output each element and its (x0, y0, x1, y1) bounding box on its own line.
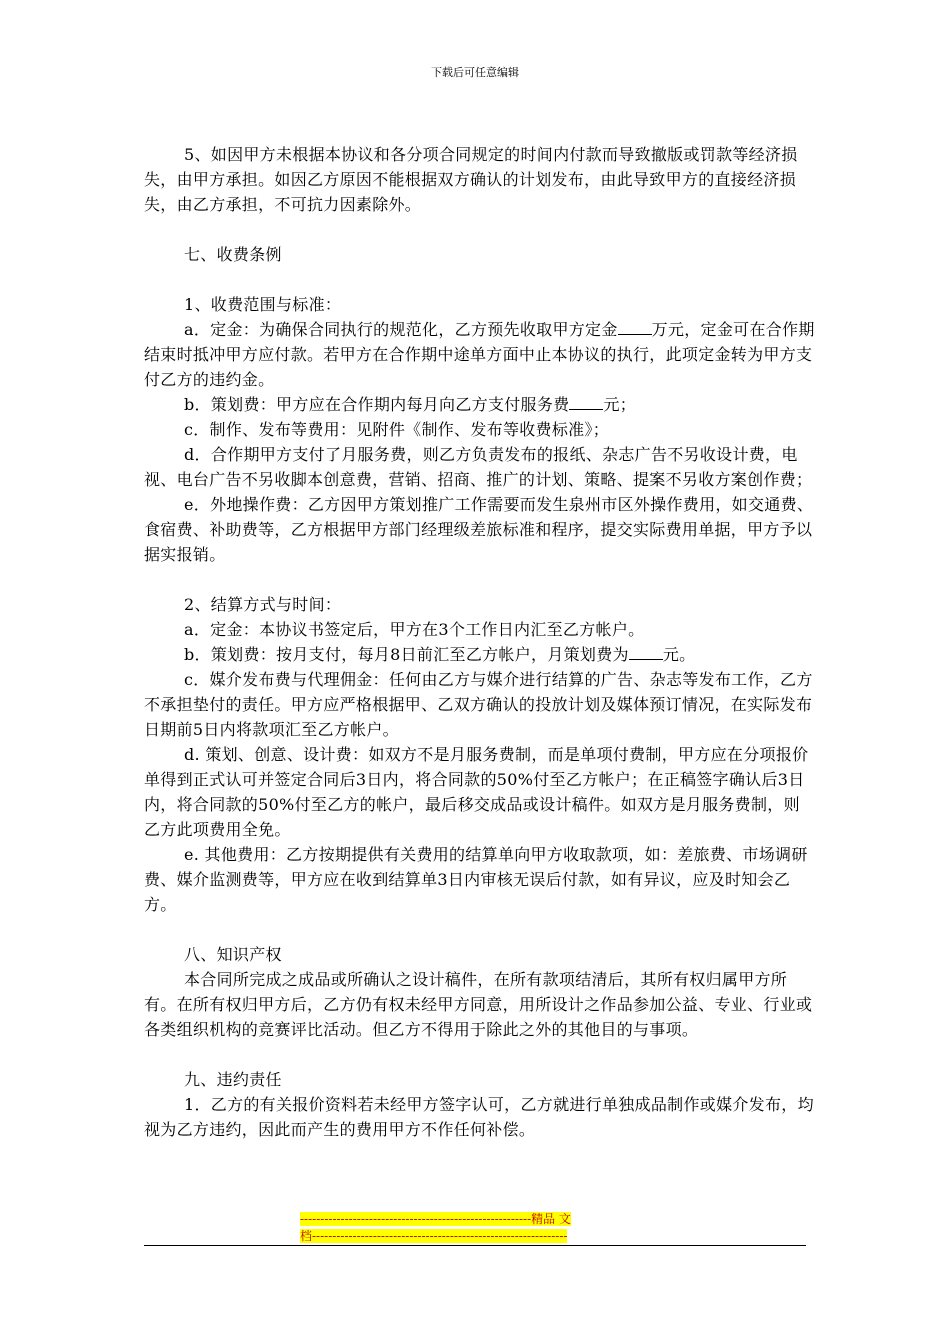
clause-paragraph (144, 642, 816, 667)
clause-text: 元。 (662, 645, 696, 664)
clause-paragraph: d．合作期甲方支付了月服务费，则乙方负责发布的报纸、杂志广告不另收设计费，电视、电台广告不另收脚本创意费，营销、招商、推广的计划、策略、提案不另收方案创作费； (144, 445, 813, 489)
clause-paragraph (144, 392, 816, 417)
clause-paragraph (144, 317, 816, 392)
clause-text: 万元，定金可在合作期结束时抵冲甲方应付款。若甲方在合作期中途单方面中止本协议的执行，此项定金转为甲方支付乙方的违约金。 (144, 320, 815, 389)
section-heading: 七、收费条例 (184, 245, 282, 264)
clause-text: 元； (603, 395, 637, 414)
section-heading: 八、知识产权 (184, 945, 282, 964)
clause-paragraph: d. 策划、创意、设计费：如双方不是月服务费制，而是单项付费制，甲方应在分项报价单得到正式认可并签定合同后3日内，将合同款的50%付至乙方帐户；在正稿签字确认后3日内，将合同款的50%付至乙方的帐户，最后移交成品或设计稿件。如双方是月服务费制，则乙方此项费用全免。 (144, 745, 809, 839)
clause-paragraph: c．媒介发布费与代理佣金：任何由乙方与媒介进行结算的广告、杂志等发布工作，乙方不承担垫付的责任。甲方应严格根据甲、乙双方确认的投放计划及媒体预订情况，在实际发布日期前5日内将款项汇至乙方帐户。 (144, 670, 813, 739)
clause-paragraph: c．制作、发布等费用：见附件《制作、发布等收费标准》； (184, 420, 610, 439)
subsection-heading: 2、结算方式与时间： (184, 595, 342, 614)
footer-watermark-line2 (300, 1228, 650, 1245)
page-header: 下载后可任意编辑 (431, 66, 519, 79)
fill-blank (629, 644, 663, 660)
fill-blank (618, 319, 652, 335)
clause-paragraph: a．定金：本协议书签定后，甲方在3个工作日内汇至乙方帐户。 (184, 620, 645, 639)
footer-divider (144, 1245, 806, 1246)
footer-text: ---------------------------------------------------------精品 文 (300, 1212, 571, 1226)
footer-watermark-line1 (300, 1211, 650, 1228)
clause-paragraph: e. 其他费用：乙方按期提供有关费用的结算单向甲方收取款项，如：差旅费、市场调研费、媒介监测费等，甲方应在收到结算单3日内审核无误后付款，如有异议，应及时知会乙方。 (144, 845, 808, 914)
clause-paragraph: 5、如因甲方未根据本协议和各分项合同规定的时间内付款而导致撤版或罚款等经济损失，由甲方承担。如因乙方原因不能根据双方确认的计划发布，由此导致甲方的直接经济损失，由乙方承担，不可抗力因素除外。 (144, 145, 798, 214)
clause-paragraph: 1．乙方的有关报价资料若未经甲方签字认可，乙方就进行单独成品制作或媒介发布，均视为乙方违约，因此而产生的费用甲方不作任何补偿。 (144, 1095, 814, 1139)
subsection-heading: 1、收费范围与标准： (184, 295, 342, 314)
document-body (144, 142, 816, 1142)
clause-text: b．策划费：甲方应在合作期内每月向乙方支付服务费 (184, 395, 570, 414)
clause-paragraph: 本合同所完成之成品或所确认之设计稿件，在所有款项结清后，其所有权归属甲方所有。在所有权归甲方后，乙方仍有权未经甲方同意，用所设计之作品参加公益、专业、行业或各类组织机构的竞赛评比活动。但乙方不得用于除此之外的其他目的与事项。 (144, 970, 813, 1039)
section-heading: 九、违约责任 (184, 1070, 282, 1089)
clause-paragraph: e．外地操作费：乙方因甲方策划推广工作需要而发生泉州市区外操作费用，如交通费、食宿费、补助费等，乙方根据甲方部门经理级差旅标准和程序，提交实际费用单据，甲方予以据实报销。 (144, 495, 814, 564)
footer-text: 档--------------------------------------------------------------- (300, 1229, 568, 1243)
clause-text: b．策划费：按月支付，每月8日前汇至乙方帐户，月策划费为 (184, 645, 629, 664)
clause-text: a．定金：为确保合同执行的规范化，乙方预先收取甲方定金 (184, 320, 618, 339)
fill-blank (569, 394, 603, 410)
